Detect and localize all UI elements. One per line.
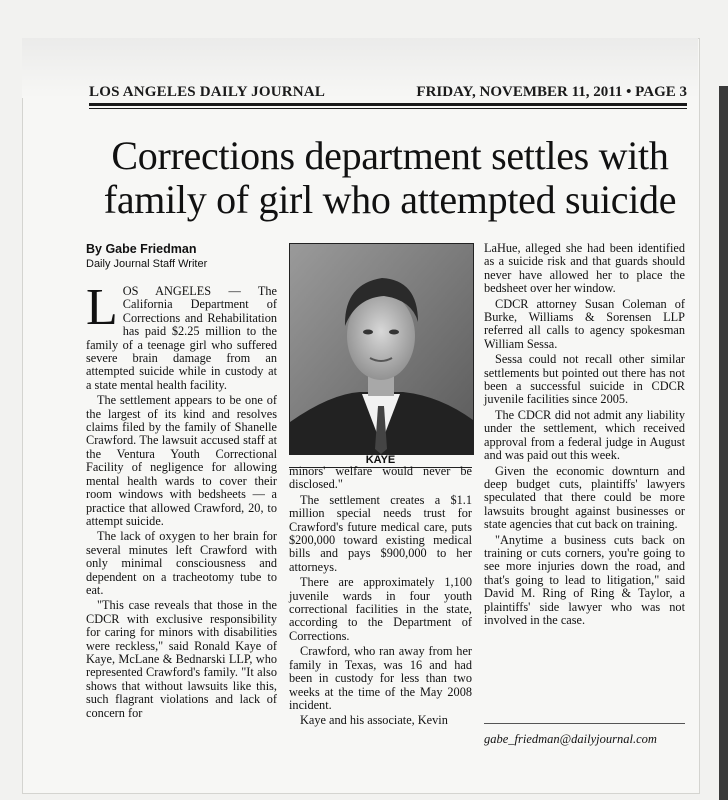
dateline: FRIDAY, NOVEMBER 11, 2011 • PAGE 3 xyxy=(416,84,687,100)
article-paragraph: The settlement appears to be one of the largest of its kind and resolves claims filed by the family of Shanelle Crawford. The lawsuit accused staff at the Ventura Youth Correctional Facility of negligence for allowing mental health wards to cover their room windows with bedsheets — a practice that allowed Crawford, 20, to attempt suicide. xyxy=(86,393,277,528)
photo-caption: KAYE xyxy=(289,454,472,468)
masthead-rule xyxy=(89,103,687,106)
article-paragraph: The lack of oxygen to her brain for several minutes left Crawford with only minimal consciousness and dependent on a tracheotomy tube to eat. xyxy=(86,529,277,597)
article-column-1 xyxy=(86,279,277,722)
headline-line-2: family of girl who attempted suicide xyxy=(103,177,677,222)
article-paragraph: Given the economic downturn and deep budget cuts, plaintiffs' lawyers speculated that there could be more lawsuits brought against businesses or state agencies that cut back on training. xyxy=(484,463,685,532)
author-role: Daily Journal Staff Writer xyxy=(86,258,208,270)
article-paragraph: The CDCR did not admit any liability under the settlement, which received approval from a federal judge in August and was paid out this week. xyxy=(484,407,685,463)
email-divider xyxy=(484,723,685,724)
article-paragraph: Crawford, who ran away from her family in Texas, was 16 and had been in custody for less than two weeks at the time of the May 2008 incident. xyxy=(289,644,472,712)
article-paragraph: The settlement creates a $1.1 million special needs trust for Crawford's future medical care, puts $200,000 toward existing medical bills and pays $900,000 to her attorneys. xyxy=(289,492,472,574)
byline xyxy=(86,241,286,272)
article-paragraph: LOS ANGELES — The California Department of Corrections and Rehabilitation has paid $2.25 million to the family of a teenage girl who suffered severe brain damage from an attempted suicide while in custody at a state mental health facility. xyxy=(86,279,277,392)
article-paragraph: LaHue, alleged she had been identified as a suicide risk and that guards should never have allowed her to place the bedsheet over her window. xyxy=(484,241,685,296)
masthead-rule-thin xyxy=(89,108,687,109)
article-paragraph: There are approximately 1,100 juvenile wards in four youth correctional facilities in the state, according to the Department of Corrections. xyxy=(289,575,472,643)
article-paragraph: "Anytime a business cuts back on training or cuts corners, you're going to see more injuries down the road, and that's going to lead to litigation," said David M. Ring of Ring & Taylor, a plaintiffs' side lawyer who was not involved in the case. xyxy=(484,532,685,627)
portrait-photo xyxy=(289,243,474,455)
article-paragraph: minors' welfare would never be disclosed." xyxy=(289,464,472,492)
author-name: By Gabe Friedman xyxy=(86,242,197,256)
scanner-edge xyxy=(719,86,728,800)
headline-line-1: Corrections department settles with xyxy=(111,133,669,178)
article-column-2 xyxy=(289,465,472,730)
portrait-image xyxy=(290,244,473,454)
article-paragraph: Kaye and his associate, Kevin xyxy=(300,713,448,728)
masthead xyxy=(89,84,687,102)
article-column-3 xyxy=(484,242,685,629)
headline xyxy=(86,134,694,222)
article-paragraph: Sessa could not recall other similar settlements but pointed out there has not been a successful suicide in CDCR juvenile facilities since 2005. xyxy=(484,352,685,407)
drop-cap: L xyxy=(86,279,118,336)
author-email: gabe_friedman@dailyjournal.com xyxy=(484,732,657,746)
article-paragraph: CDCR attorney Susan Coleman of Burke, Williams & Sorensen LLP referred all calls to agency spokesman William Sessa. xyxy=(484,296,685,351)
article-paragraph: "This case reveals that those in the CDCR with exclusive responsibility for caring for minors with disabilities were reckless," said Ronald Kaye of Kaye, McLane & Bednarski LLP, who represented Crawford's family. "It also shows that without lawsuits like this, such flagrant violations and lack of concern for xyxy=(86,598,277,720)
publication-name: LOS ANGELES DAILY JOURNAL xyxy=(89,84,326,100)
